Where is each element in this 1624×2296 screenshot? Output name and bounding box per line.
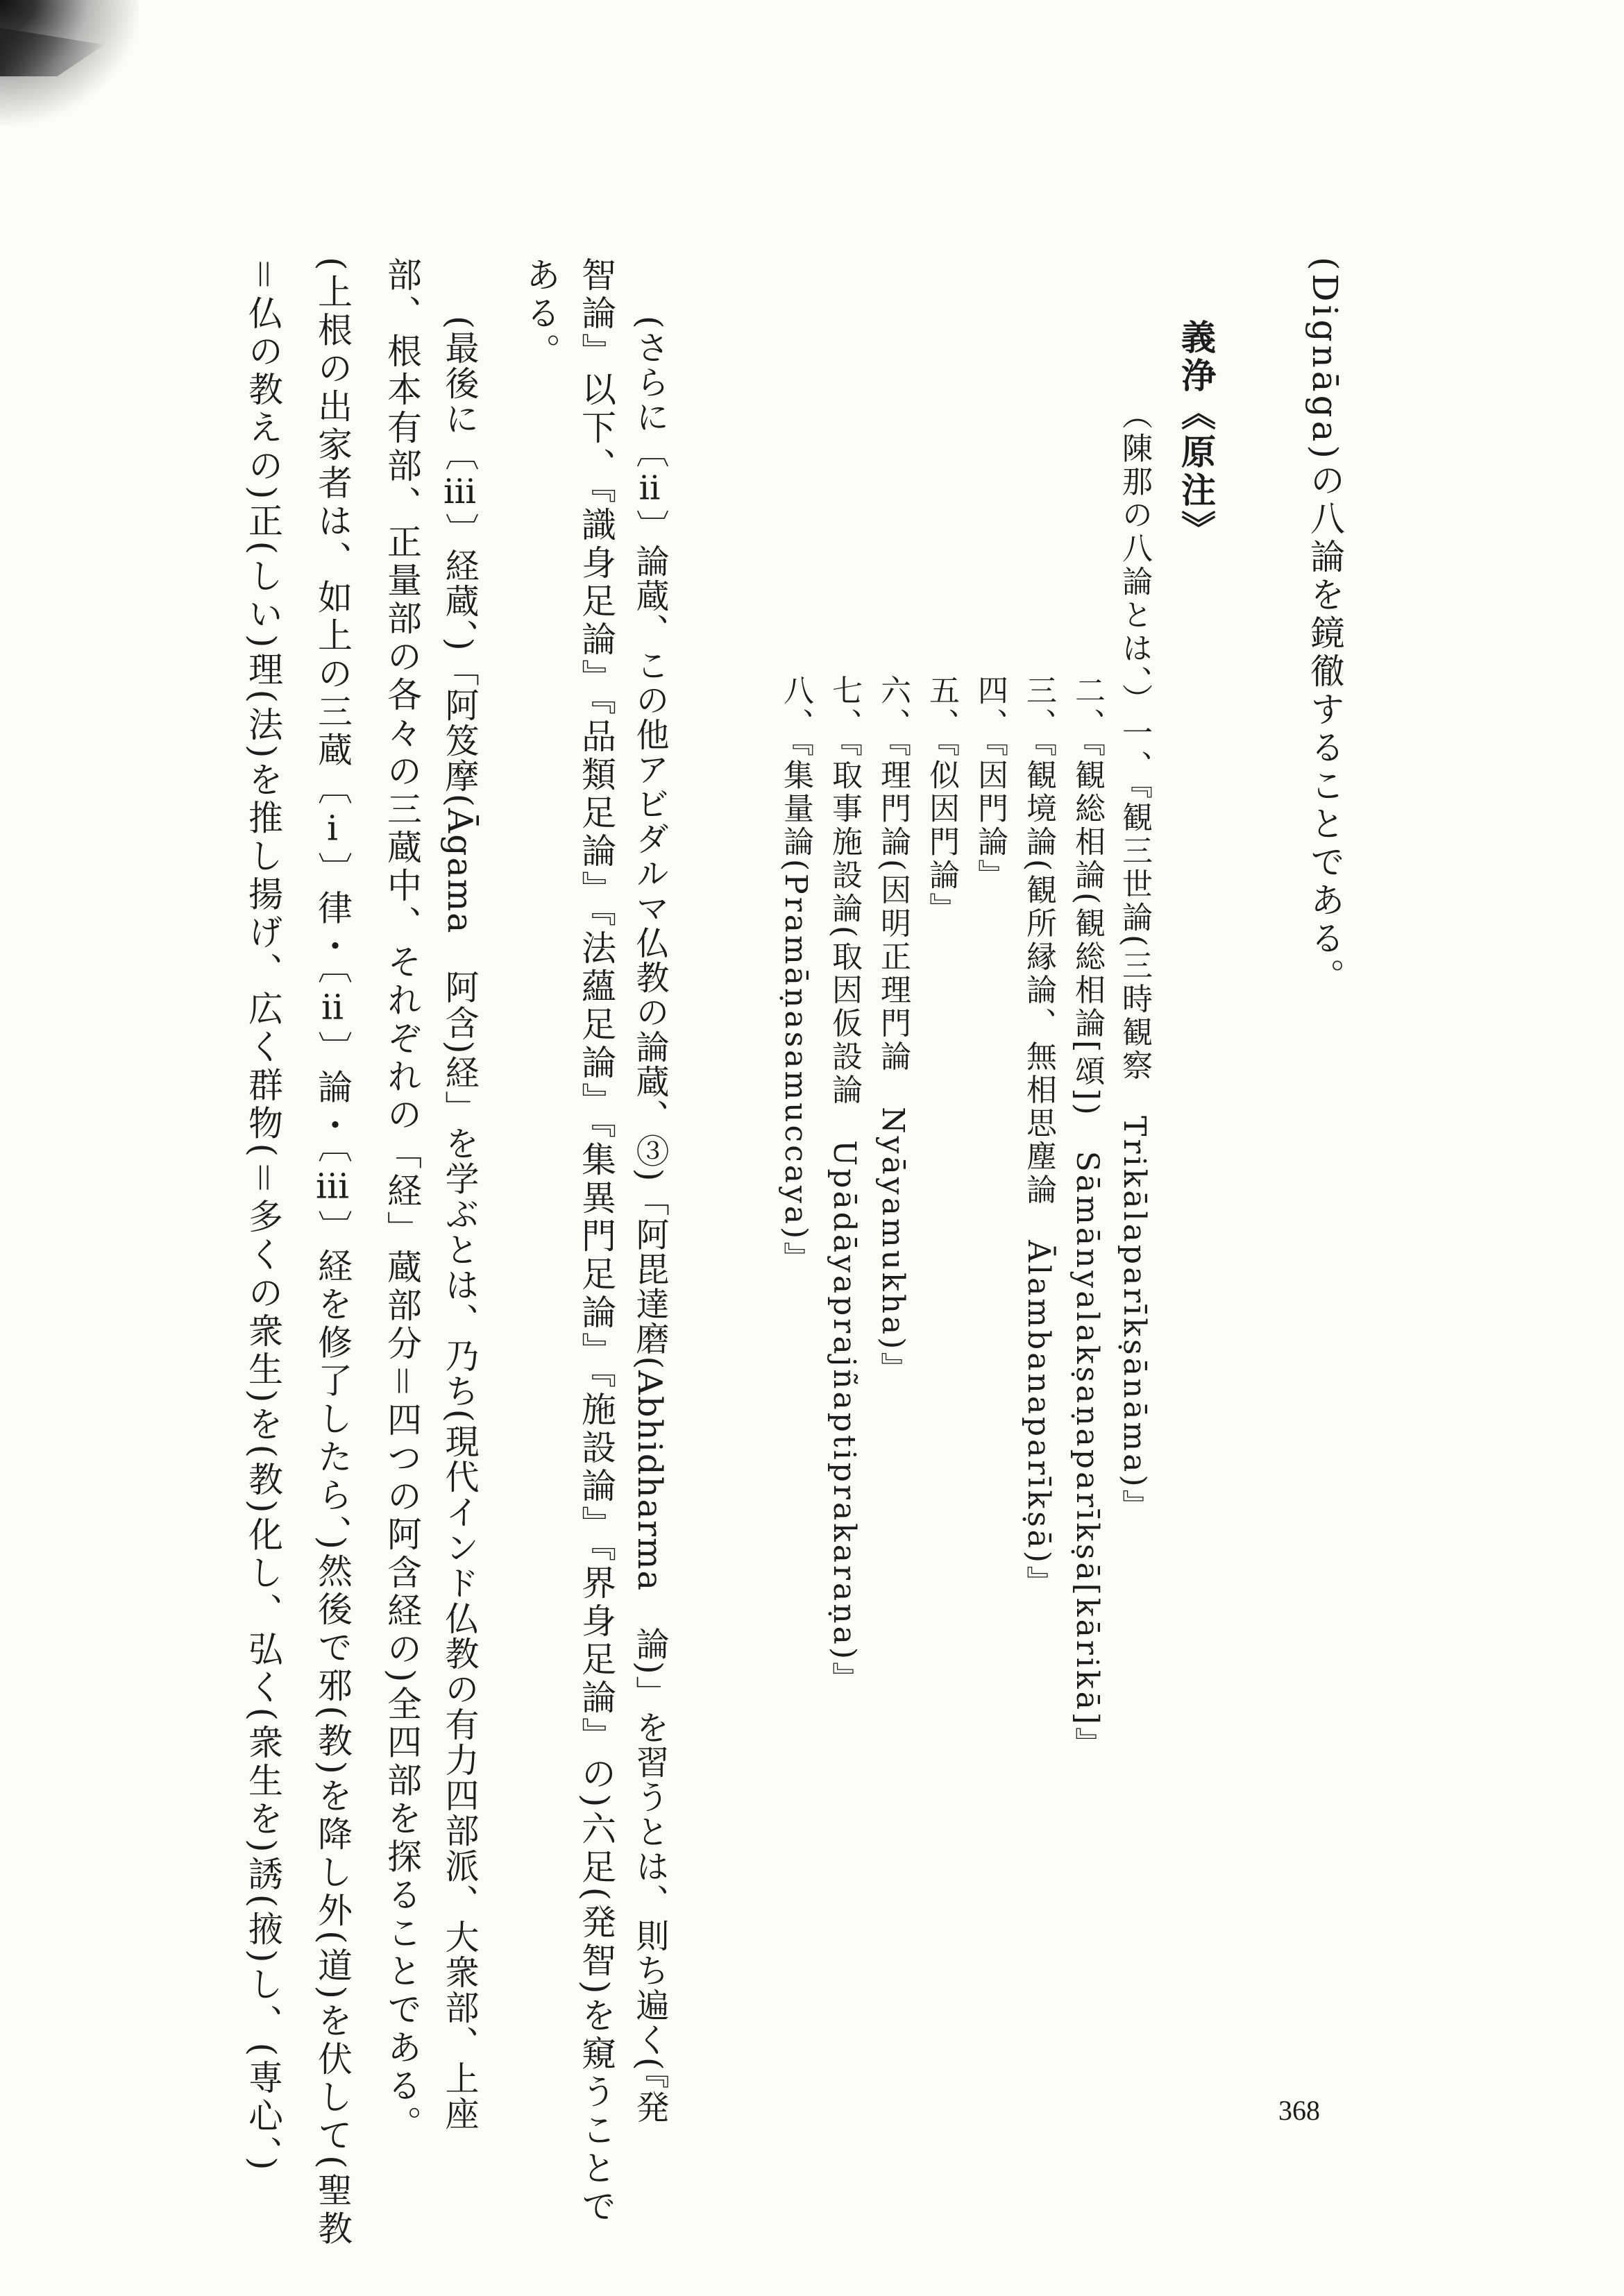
text-line-10: (さらに〔ⅱ〕論蔵、この他アビダルマ仏教の論蔵、③)「阿毘達磨(Abhidharma 論)」を習うとは、則ち遍く(『発 bbox=[630, 316, 669, 2125]
text-line-8: 七、『取事施設論(取因仮設論 Upādāyaprajñaptiprakaraṇa)』 bbox=[827, 674, 862, 1696]
text-line-9: 八、『集量論(Pramāṇasamuccaya)』 bbox=[778, 674, 813, 1275]
text-line-12: ある。 bbox=[521, 257, 561, 371]
text-line-1: (Dignāga)の八論を鏡徹することである。 bbox=[1305, 257, 1345, 996]
text-line-2: （陳那の八論とは、）一、『観三世論(三時観察 Trikālaparīkṣānāma)』 bbox=[1117, 399, 1152, 1523]
text-line-7: 六、『理門論(因明正理門論 Nyāyamukha)』 bbox=[875, 674, 911, 1386]
text-line-4: 三、『観境論(観所縁論、無相思塵論 Ālambanaparīkṣā)』 bbox=[1021, 674, 1056, 1599]
text-line-11: 智論』以下、『識身足論』『品類足論』『法蘊足論』『集異門足論』『施設論』『界身足論』の)六足(発智)を窺うことで bbox=[576, 257, 616, 2227]
text-line-3: 二、『観総相論(観総相論[頌]) Sāmānyalakṣaṇaparīkṣā[kārikā]』 bbox=[1069, 674, 1105, 1760]
page-number: 368 bbox=[1278, 2095, 1320, 2126]
text-line-13: (最後に〔ⅲ〕経蔵、)「阿笈摩(Āgama 阿含)経」を学ぶとは、乃ち(現代インド仏教の有力四部派、大衆部、上座 bbox=[440, 316, 480, 2132]
section-heading: 義浄《原注》 bbox=[1176, 319, 1217, 548]
text-line-14: 部、根本有部、正量部の各々の三蔵中、それぞれの「経」蔵部分＝四つの阿含経の)全四部を探ることである。 bbox=[382, 257, 422, 2144]
text-line-6: 五、『似因門論』 bbox=[924, 674, 959, 926]
text-line-15: (上根の出家者は、如上の三蔵〔ⅰ〕律・〔ⅱ〕論・〔ⅲ〕経を修了したら、)然後で邪(教)を降し外(道)を伏して(聖教 bbox=[312, 257, 353, 2249]
text-line-16: ＝仏の教えの)正(しい)理(法)を推し揚げ、広く群物(＝多くの衆生)を(教)化し、弘く(衆生を)誘(掖)し、(専心、) bbox=[243, 257, 283, 2174]
text-line-5: 四、『因門論』 bbox=[972, 674, 1008, 892]
